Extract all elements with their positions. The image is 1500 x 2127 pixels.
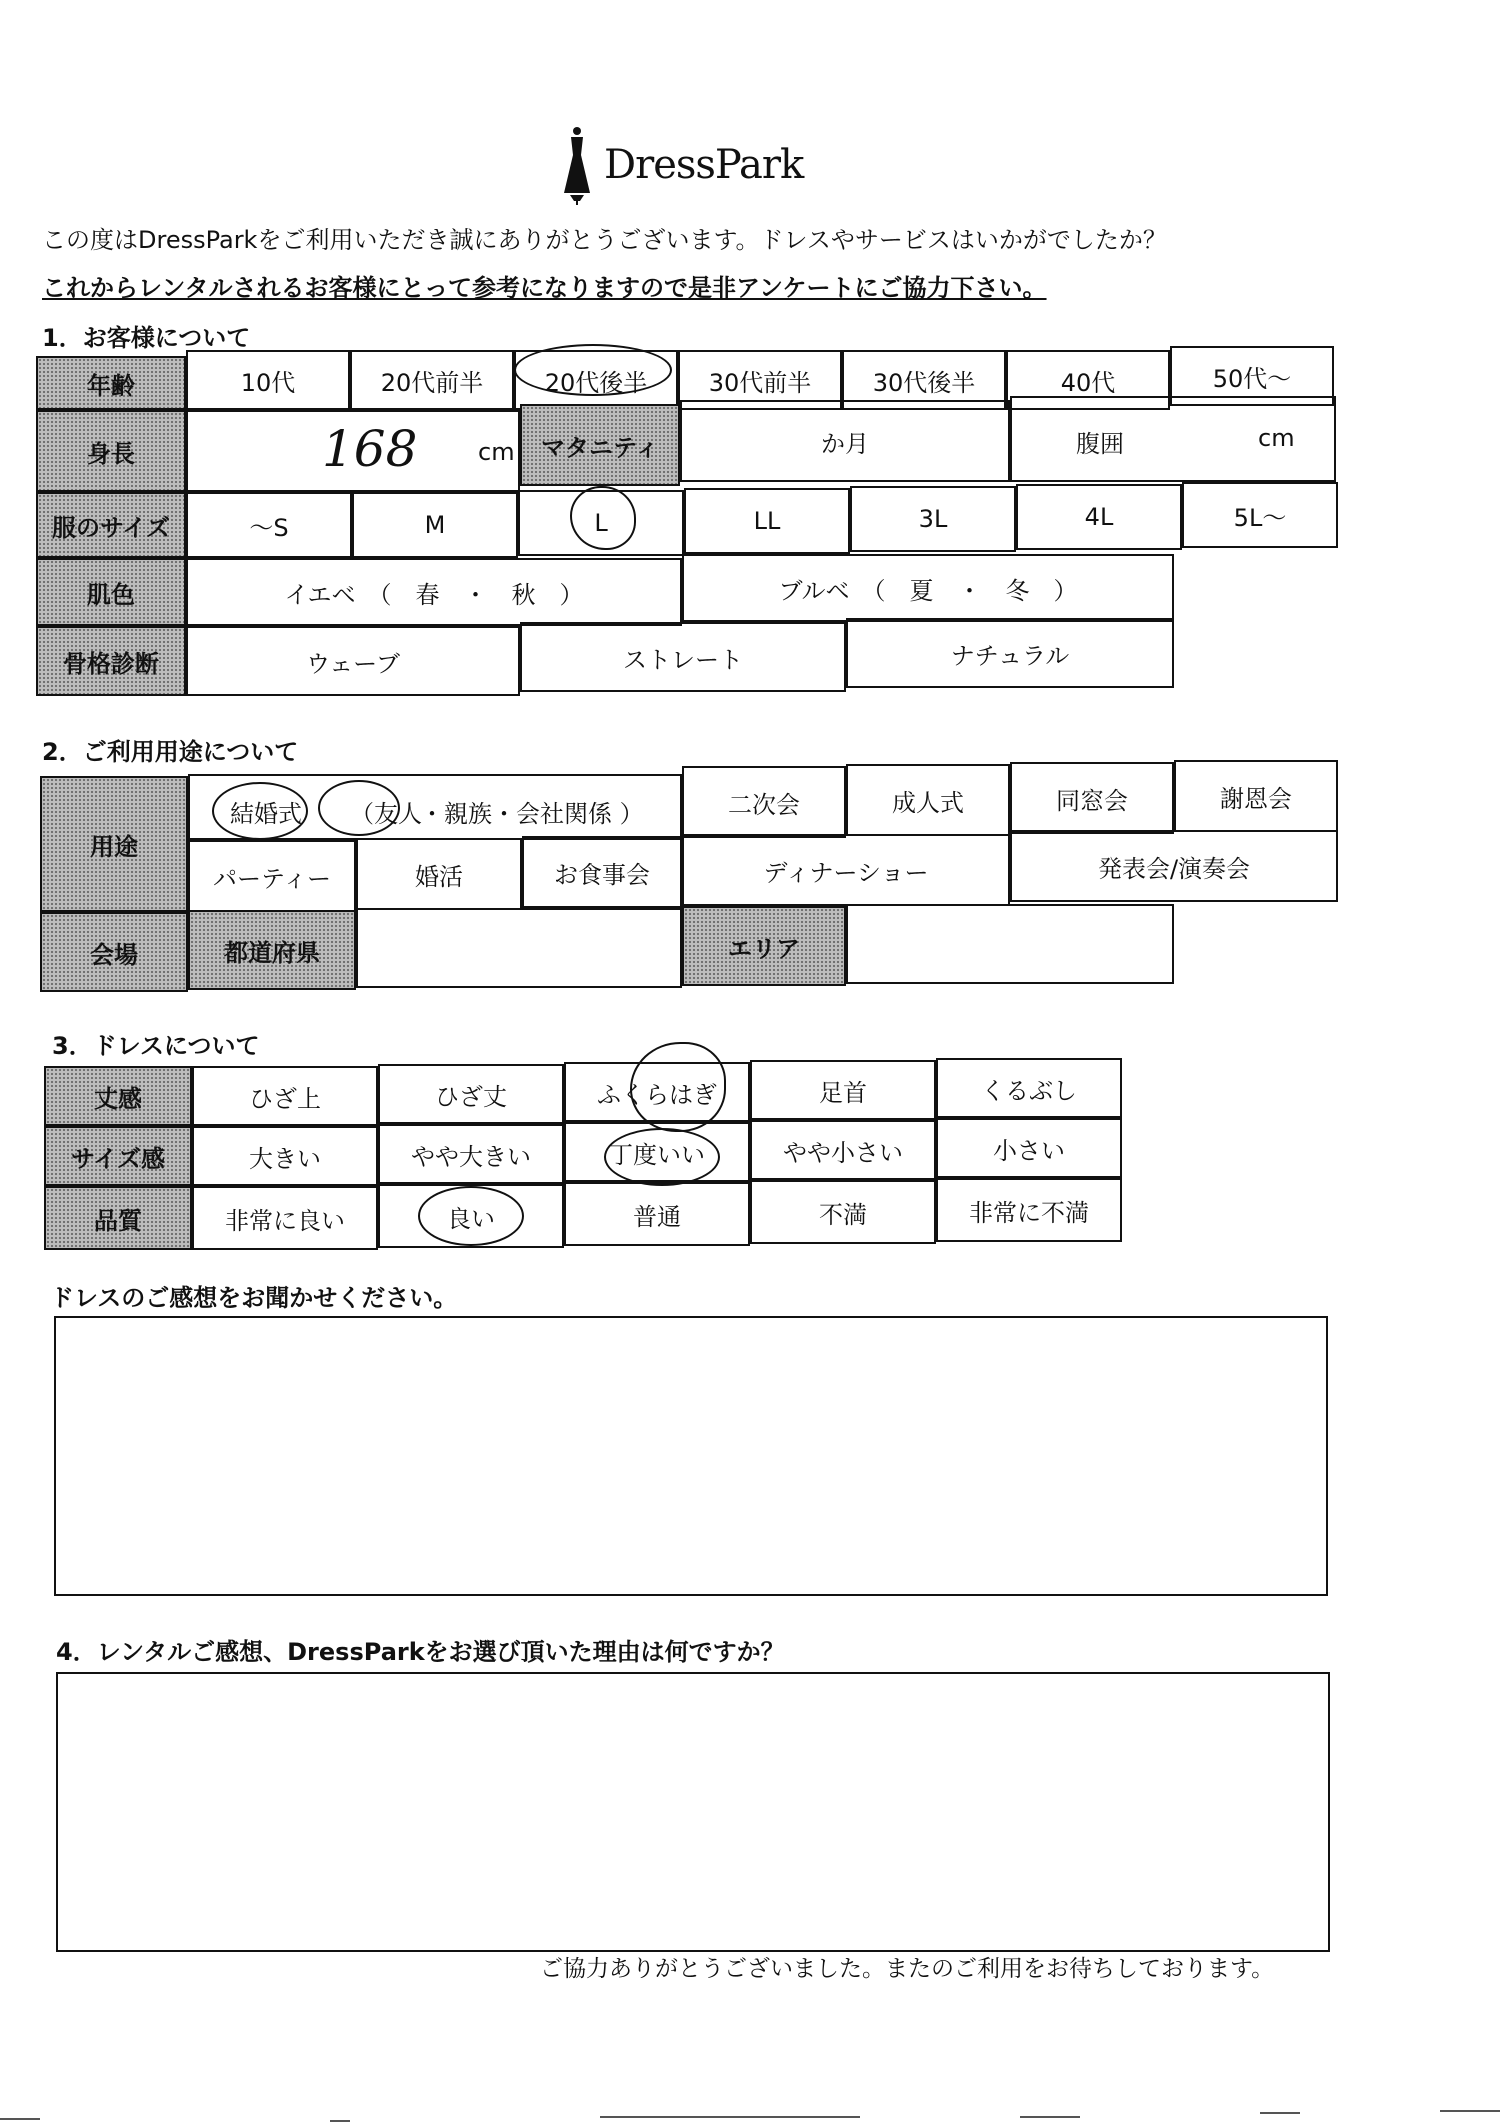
fit-label: サイズ感 [44,1126,192,1186]
length-label: 丈感 [44,1066,192,1126]
purpose-option[interactable]: 婚活 [356,838,522,910]
purpose-option[interactable]: 同窓会 [1010,762,1174,834]
body-type-option[interactable]: ウェーブ [186,626,520,696]
body-type-option[interactable]: ナチュラル [846,618,1174,688]
height-value: 168 [322,420,418,478]
fit-option[interactable]: 小さい [936,1118,1122,1178]
purpose-option[interactable]: 謝恩会 [1174,760,1338,832]
area-label: エリア [682,906,846,986]
length-option-selected[interactable]: ふくらはぎ [564,1062,750,1122]
height-unit: cm [478,438,515,466]
wedding-option[interactable] [188,774,682,840]
purpose-option[interactable]: パーティー [188,840,356,912]
height-label: 身長 [36,410,186,492]
purpose-label: 用途 [40,776,188,912]
venue-label: 会場 [40,912,188,992]
age-option[interactable]: 10代 [186,350,350,410]
height-field[interactable] [186,410,520,492]
size-option[interactable]: 4L [1016,484,1182,550]
closing-message: ご協力ありがとうございました。またのご利用をお待ちしております。 [540,1956,1275,1982]
fit-option[interactable]: 大きい [192,1126,378,1186]
age-option[interactable]: 30代後半 [842,350,1006,410]
length-option[interactable]: ひざ丈 [378,1064,564,1124]
size-label: 服のサイズ [36,492,186,558]
wedding-rest-text: ・親族・会社関係 ） [420,800,644,828]
yellow-base-option[interactable]: イエベ （ 春 ・ 秋 ） [186,558,682,626]
age-option[interactable]: 50代～ [1170,346,1334,406]
maternity-months-field[interactable] [680,400,1010,482]
friend-text: 友人 [374,800,422,828]
size-option[interactable]: 3L [850,486,1016,552]
scan-speck [1440,2110,1500,2112]
quality-label: 品質 [44,1186,192,1250]
size-option-selected[interactable]: L [518,490,684,556]
length-option[interactable]: ひざ上 [192,1066,378,1126]
area-field[interactable] [846,904,1174,984]
scan-speck [0,2118,40,2120]
intro-text: この度はDressParkをご利用いただき誠にありがとうございます。ドレスやサービスはいかがでしたか？ [42,226,1167,254]
purpose-option[interactable]: ディナーショー [682,834,1010,906]
section2-title: 2．ご利用用途について [42,738,299,766]
size-option[interactable]: M [352,492,518,558]
age-option-selected[interactable]: 20代後半 [514,350,678,410]
purpose-option[interactable]: 発表会/演奏会 [1010,830,1338,902]
prefecture-field[interactable] [356,908,682,988]
scan-speck [1260,2112,1300,2114]
blue-base-option[interactable]: ブルベ （ 夏 ・ 冬 ） [682,554,1174,622]
waist-label: 腹囲 [1076,430,1124,458]
brand-name: DressPark [604,142,804,188]
months-unit: か月 [821,429,869,458]
age-option[interactable]: 20代前半 [350,350,514,410]
maternity-label: マタニティ [520,404,680,486]
impression-textarea[interactable] [54,1316,1328,1596]
dress-silhouette-icon [560,125,594,205]
section4-title: 4．レンタルご感想、DressParkをお選び頂いた理由は何ですか？ [56,1638,785,1666]
brand-logo [560,120,803,210]
waist-field[interactable] [1010,396,1336,482]
purpose-option[interactable]: 成人式 [846,764,1010,836]
quality-option[interactable]: 普通 [564,1182,750,1246]
waist-unit: cm [1258,424,1295,452]
skin-label: 肌色 [36,558,186,626]
body-type-label: 骨格診断 [36,626,186,696]
quality-option[interactable]: 非常に良い [192,1186,378,1250]
purpose-option[interactable]: 二次会 [682,766,846,838]
length-option[interactable]: くるぶし [936,1058,1122,1118]
fit-option[interactable]: やや小さい [750,1120,936,1180]
size-option[interactable]: LL [684,488,850,554]
section3-title: 3．ドレスについて [52,1032,260,1060]
reason-textarea[interactable] [56,1672,1330,1952]
size-option[interactable]: 5L～ [1182,482,1338,548]
scan-speck [600,2116,860,2118]
age-option[interactable]: 40代 [1006,350,1170,410]
impression-prompt: ドレスのご感想をお聞かせください。 [50,1284,458,1312]
intro-request: これからレンタルされるお客様にとって参考になりますので是非アンケートにご協力下さい。 [42,274,1047,302]
body-type-option[interactable]: ストレート [520,622,846,692]
scan-speck [1020,2116,1080,2118]
paren-open: （ [350,800,374,828]
wedding-text: 結婚式 [230,800,302,828]
quality-option[interactable]: 不満 [750,1180,936,1244]
age-label: 年齢 [36,356,186,410]
fit-option-selected[interactable]: 丁度いい [564,1122,750,1182]
purpose-option[interactable]: お食事会 [522,836,682,908]
fit-option[interactable]: やや大きい [378,1124,564,1184]
section1-title: 1．お客様について [42,324,251,352]
quality-option-selected[interactable]: 良い [378,1184,564,1248]
scan-speck [330,2120,350,2122]
prefecture-label: 都道府県 [188,910,356,990]
size-option[interactable]: ～S [186,492,352,558]
length-option[interactable]: 足首 [750,1060,936,1120]
quality-option[interactable]: 非常に不満 [936,1178,1122,1242]
age-option[interactable]: 30代前半 [678,350,842,410]
